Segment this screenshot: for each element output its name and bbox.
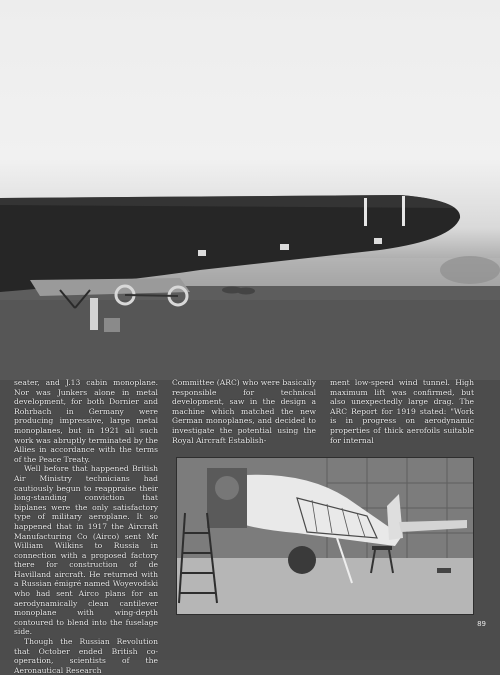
article-column-1 [14, 378, 158, 675]
paragraph: Well before that happened British Air Ministry technicians had cautiously begun to reappraise their long-standing conviction that biplanes were the only satisfactory type of military aeroplane. It so happened that in 1917 the Aircraft Manufacturing Co (Airco) sent Mr William Wilkins to Russia in connection with a proposed factory there for construction of de Havilland aircraft. He returned with a Russian émigré named Woyevodski who had sent Airco plans for an aerodynamically clean cantilever monoplane with wing-depth contoured to blend into the fuselage side. [14, 464, 158, 637]
paragraph: ment low-speed wind tunnel. High maximum lift was confirmed, but also unexpectedly large drag. The ARC Report for 1919 stated: "Work is in progress on aerodynamic properties of thick aerofoils suitable for internal [330, 378, 474, 445]
paragraph: Though the Russian Revolution that October ended British co-operation, scientists of the Aeronautical Research [14, 637, 158, 675]
article-column-3 [330, 378, 474, 445]
paragraph: seater, and J.13 cabin monoplane. Nor was Junkers alone in metal development, for both Dornier and Rohrbach in Germany were producing impressive, large metal monoplanes, but in 1921 all such work was abruptly terminated by the Allies in accordance with the terms of the Peace Treaty. [14, 378, 158, 464]
page-number: 89 [477, 620, 486, 628]
aircraft-construction-illustration [177, 458, 473, 614]
article-column-2 [172, 378, 316, 445]
paragraph: Committee (ARC) who were basically responsible for technical development, saw in the design a machine which matched the new German monoplanes, and decided to investigate the potential using the Royal Aircraft Establish- [172, 378, 316, 445]
hangar-photo [176, 457, 474, 615]
